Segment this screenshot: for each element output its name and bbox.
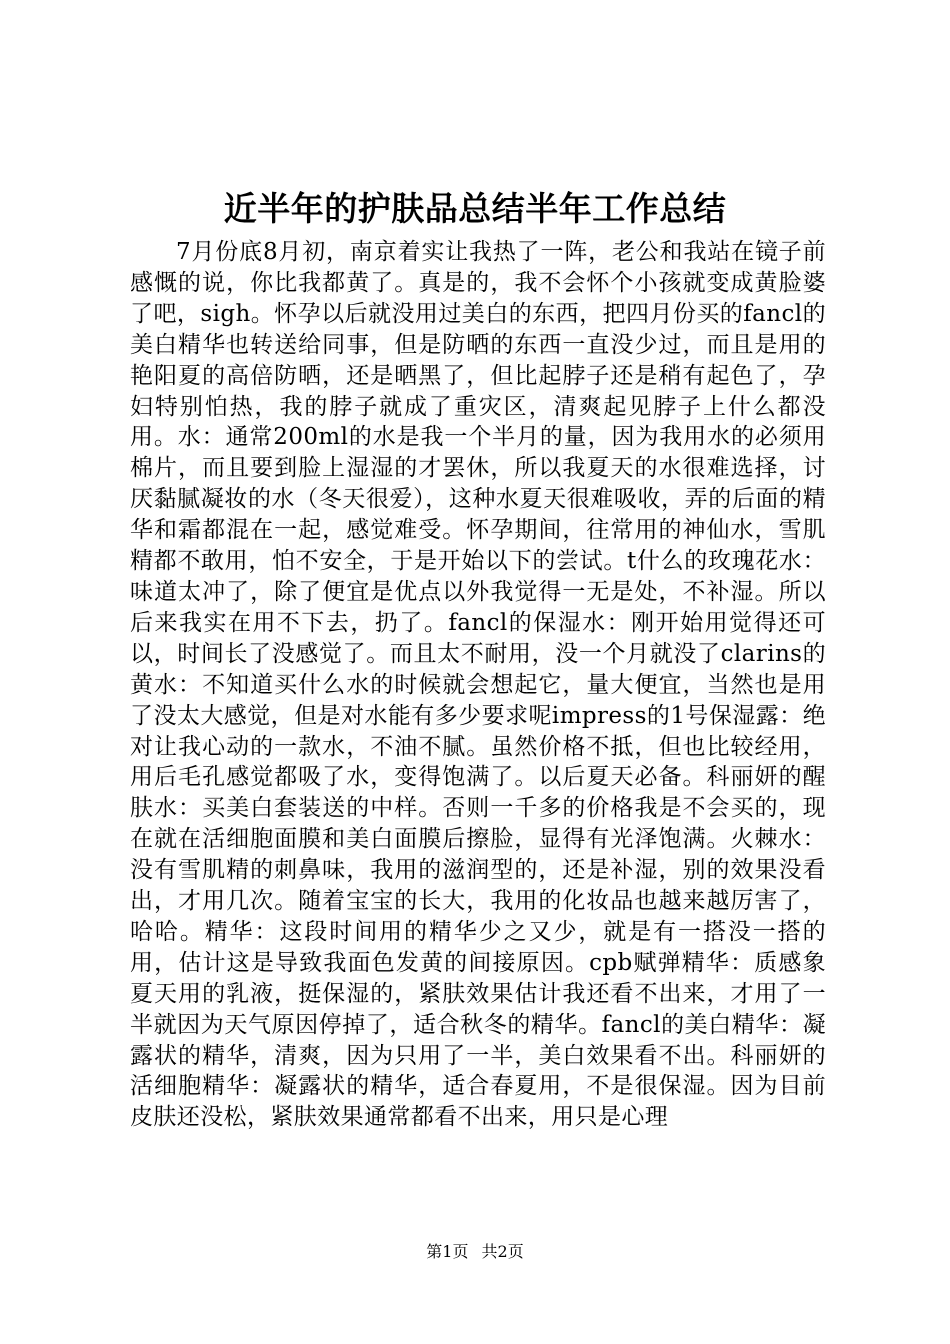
page-number-total: 共2页 — [481, 1242, 524, 1261]
document-body-paragraph: 7月份底8月初，南京着实让我热了一阵，老公和我站在镜子前感慨的说，你比我都黄了。真是的，我不会怀个小孩就变成黄脸婆了吧，sigh。怀孕以后就没用过美白的东西，把四月份买的fancl的美白精华也转送给同事，但是防晒的东西一直没少过，而且是用的艳阳夏的高倍防晒，还是晒黑了，但比起脖子还是稍有起色了，孕妇特别怕热，我的脖子就成了重灾区，清爽起见脖子上什么都没用。水：通常200ml的水是我一个半月的量，因为我用水的必须用棉片，而且要到脸上湿湿的才罢休，所以我夏天的水很难选择，讨厌黏腻凝妆的水（冬天很爱），这种水夏天很难吸收，弄的后面的精华和霜都混在一起，感觉难受。怀孕期间，往常用的神仙水，雪肌精都不敢用，怕不安全，于是开始以下的尝试。t什么的玫瑰花水：味道太冲了，除了便宜是优点以外我觉得一无是处，不补湿。所以后来我实在用不下去，扔了。fancl的保湿水：刚开始用觉得还可以，时间长了没感觉了。而且太不耐用，没一个月就没了clarins的黄水：不知道买什么水的时候就会想起它，量大便宜，当然也是用了没太大感觉，但是对水能有多少要求呢impress的1号保湿露：绝对让我心动的一款水，不油不腻。虽然价格不抵，但也比较经用，用后毛孔感觉都吸了水，变得饱满了。以后夏天必备。科丽妍的醒肤水：买美白套装送的中样。否则一千多的价格我是不会买的，现在就在活细胞面膜和美白面膜后擦脸，显得有光泽饱满。火棘水：没有雪肌精的刺鼻味，我用的滋润型的，还是补湿，别的效果没看出，才用几次。随着宝宝的长大，我用的化妆品也越来越厉害了，哈哈。精华：这段时间用的精华少之又少，就是有一搭没一搭的用，估计这是导致我面色发黄的间接原因。cpb赋弹精华：质感象夏天用的乳液，挺保湿的，紧肤效果估计我还看不出来，才用了一半就因为天气原因停掉了，适合秋冬的精华。fancl的美白精华：凝露状的精华，清爽，因为只用了一半，美白效果看不出。科丽妍的活细胞精华：凝露状的精华，适合春夏用，不是很保湿。因为目前皮肤还没松，紧肤效果通常都看不出来，用只是心理 — [130, 239, 826, 1131]
page-footer — [0, 1240, 950, 1264]
document-title: 近半年的护肤品总结半年工作总结 — [223, 189, 727, 228]
page-number-current: 第1页 — [426, 1242, 469, 1261]
